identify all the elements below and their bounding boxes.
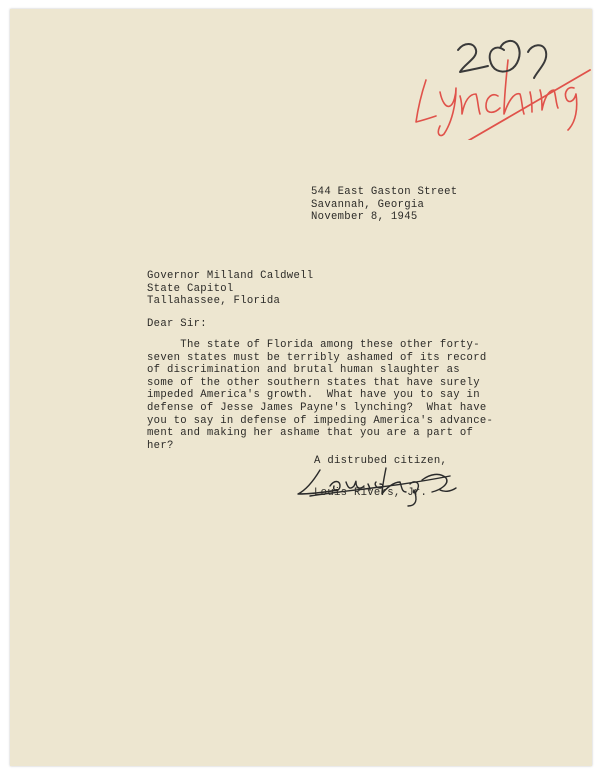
body-line: her? (147, 439, 174, 452)
body-line: ment and making her ashame that you are a part of (147, 427, 474, 440)
lynching-annotation (400, 30, 600, 140)
recipient-city: Tallahassee, Florida (147, 295, 281, 308)
body-line: The state of Florida among these other forty- (147, 339, 480, 351)
handwritten-signature (290, 460, 465, 510)
body-line: some of the other southern states that have surely (147, 376, 480, 389)
recipient-office: State Capitol (147, 282, 234, 295)
sender-city: Savannah, Georgia (311, 198, 425, 211)
recipient-address (147, 270, 313, 308)
body-line: seven states must be terribly ashamed of its record (147, 351, 487, 364)
sender-street: 544 East Gaston Street (311, 186, 458, 198)
body-line: of discrimination and brutal human slaughter as (147, 364, 460, 377)
salutation: Dear Sir: (147, 318, 207, 330)
body-line: impeded America's growth. What have you to say in (147, 389, 480, 402)
sender-address (311, 186, 457, 224)
signer-name: Louis Rivers, Jr. (314, 487, 428, 499)
recipient-name: Governor Milland Caldwell (147, 270, 314, 282)
body-line: you to say in defense of impeding America's advance- (147, 414, 494, 427)
letter-date: November 8, 1945 (311, 211, 418, 224)
body-line: defense of Jesse James Payne's lynching? What have (147, 401, 487, 414)
complimentary-closing: A distrubed citizen, (314, 455, 448, 467)
letter-body (147, 339, 493, 452)
